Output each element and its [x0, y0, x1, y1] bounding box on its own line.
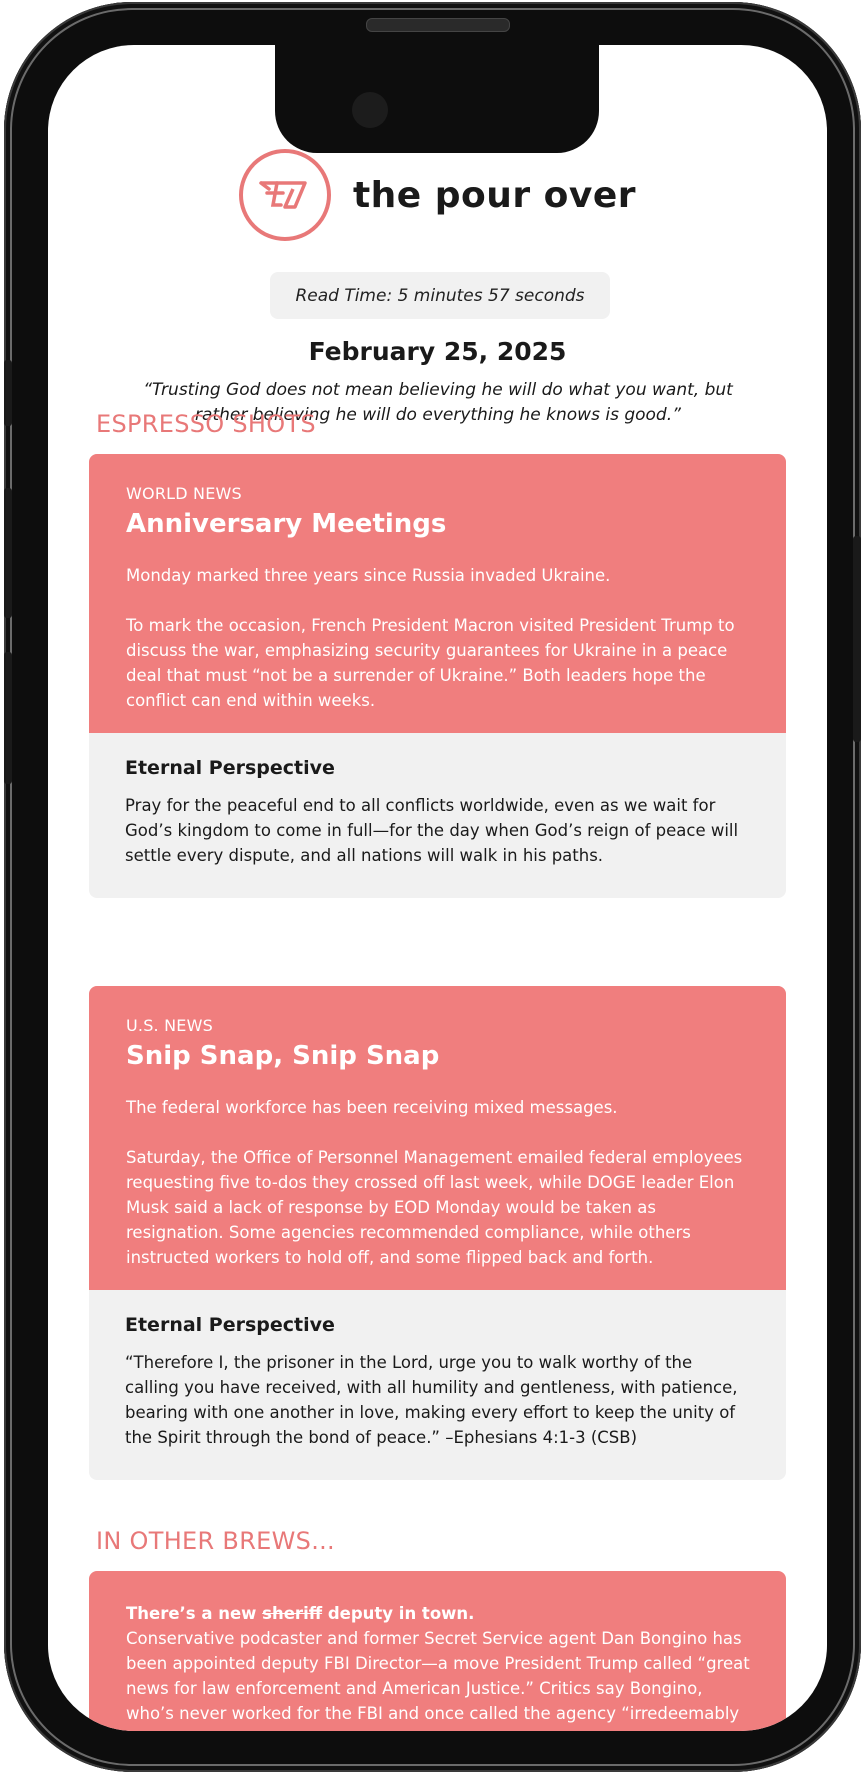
tpo-monogram-icon: [239, 149, 331, 241]
masthead: [48, 149, 827, 241]
front-camera-icon: [352, 92, 388, 128]
news-card: [89, 986, 786, 1480]
news-paragraph: Saturday, the Office of Personnel Management emailed federal employees requesting five to-dos they crossed off last week, while DOGE leader Elon Musk said a lack of response by EOD Monday would be taken as resignation. Some agencies recommended compliance, while others instructed workers to hold off, and some flipped back and forth.: [126, 1148, 743, 1267]
brand-name: the pour over: [352, 174, 637, 216]
phone-frame: [4, 2, 861, 1772]
news-headline: Anniversary Meetings: [126, 509, 447, 539]
eternal-perspective-title: Eternal Perspective: [125, 757, 335, 779]
brew-text: Conservative podcaster and former Secret Service agent Dan Bongino has been appointed deputy FBI Director—a move President Trump called “great news for law enforcement and American Justice.” Critics say Bongino, who’s never worked for the FBI and once called the agency “irredeemably: [126, 1629, 750, 1723]
eternal-perspective-title: Eternal Perspective: [125, 1314, 335, 1336]
read-time-badge: Read Time: 5 minutes 57 seconds: [270, 272, 610, 319]
newsletter-content: [48, 45, 827, 1731]
other-brews-section-title: IN OTHER BREWS...: [96, 1527, 335, 1555]
news-paragraph: The federal workforce has been receiving mixed messages.: [126, 1098, 618, 1117]
brew-lead-post: deputy in town.: [322, 1604, 475, 1623]
silent-switch: [4, 360, 12, 426]
brew-lead-struck: sheriff: [262, 1604, 323, 1623]
eternal-perspective-text: Pray for the peaceful end to all conflicts worldwide, even as we wait for God’s kingdom to come in full—for the day when God’s reign of peace will settle every dispute, and all nations will walk in his paths.: [125, 796, 739, 865]
news-card-header: [89, 454, 786, 733]
issue-date: February 25, 2025: [308, 337, 567, 366]
news-card: [89, 454, 786, 898]
eternal-perspective-text: “Therefore I, the prisoner in the Lord, urge you to walk worthy of the calling you have received, with all humility and gentleness, with patience, bearing with one another in love, making every effort to keep the unity of the Spirit through the bond of peace.” –Ephesians 4:1-3 (CSB): [125, 1353, 738, 1447]
news-category: WORLD NEWS: [126, 484, 242, 503]
notch: [275, 45, 599, 153]
news-paragraph: To mark the occasion, French President Macron visited President Trump to discuss the war, emphasizing security guarantees for Ukraine in a peace deal that must “not be a surrender of Ukraine.” Both leaders hope the conflict can end within weeks.: [126, 616, 735, 710]
news-paragraph: Monday marked three years since Russia invaded Ukraine.: [126, 566, 611, 585]
news-headline: Snip Snap, Snip Snap: [126, 1041, 440, 1071]
news-card-header: [89, 986, 786, 1290]
eternal-perspective: [89, 733, 786, 898]
phone-screen: [48, 45, 827, 1731]
speaker-grille: [366, 18, 510, 32]
brew-lead-pre: There’s a new: [126, 1604, 263, 1623]
brew-lead: [126, 1601, 750, 1626]
daily-quote: “Trusting God does not mean believing he will do what you want, but rather believing he will do everything he knows is good.”: [143, 380, 733, 425]
power-button: [853, 536, 861, 742]
volume-up-button: [4, 488, 12, 618]
volume-down-button: [4, 652, 12, 784]
news-category: U.S. NEWS: [126, 1016, 213, 1035]
brew-card: [89, 1571, 786, 1731]
espresso-section-title: ESPRESSO SHOTS: [96, 410, 316, 438]
eternal-perspective: [89, 1290, 786, 1480]
